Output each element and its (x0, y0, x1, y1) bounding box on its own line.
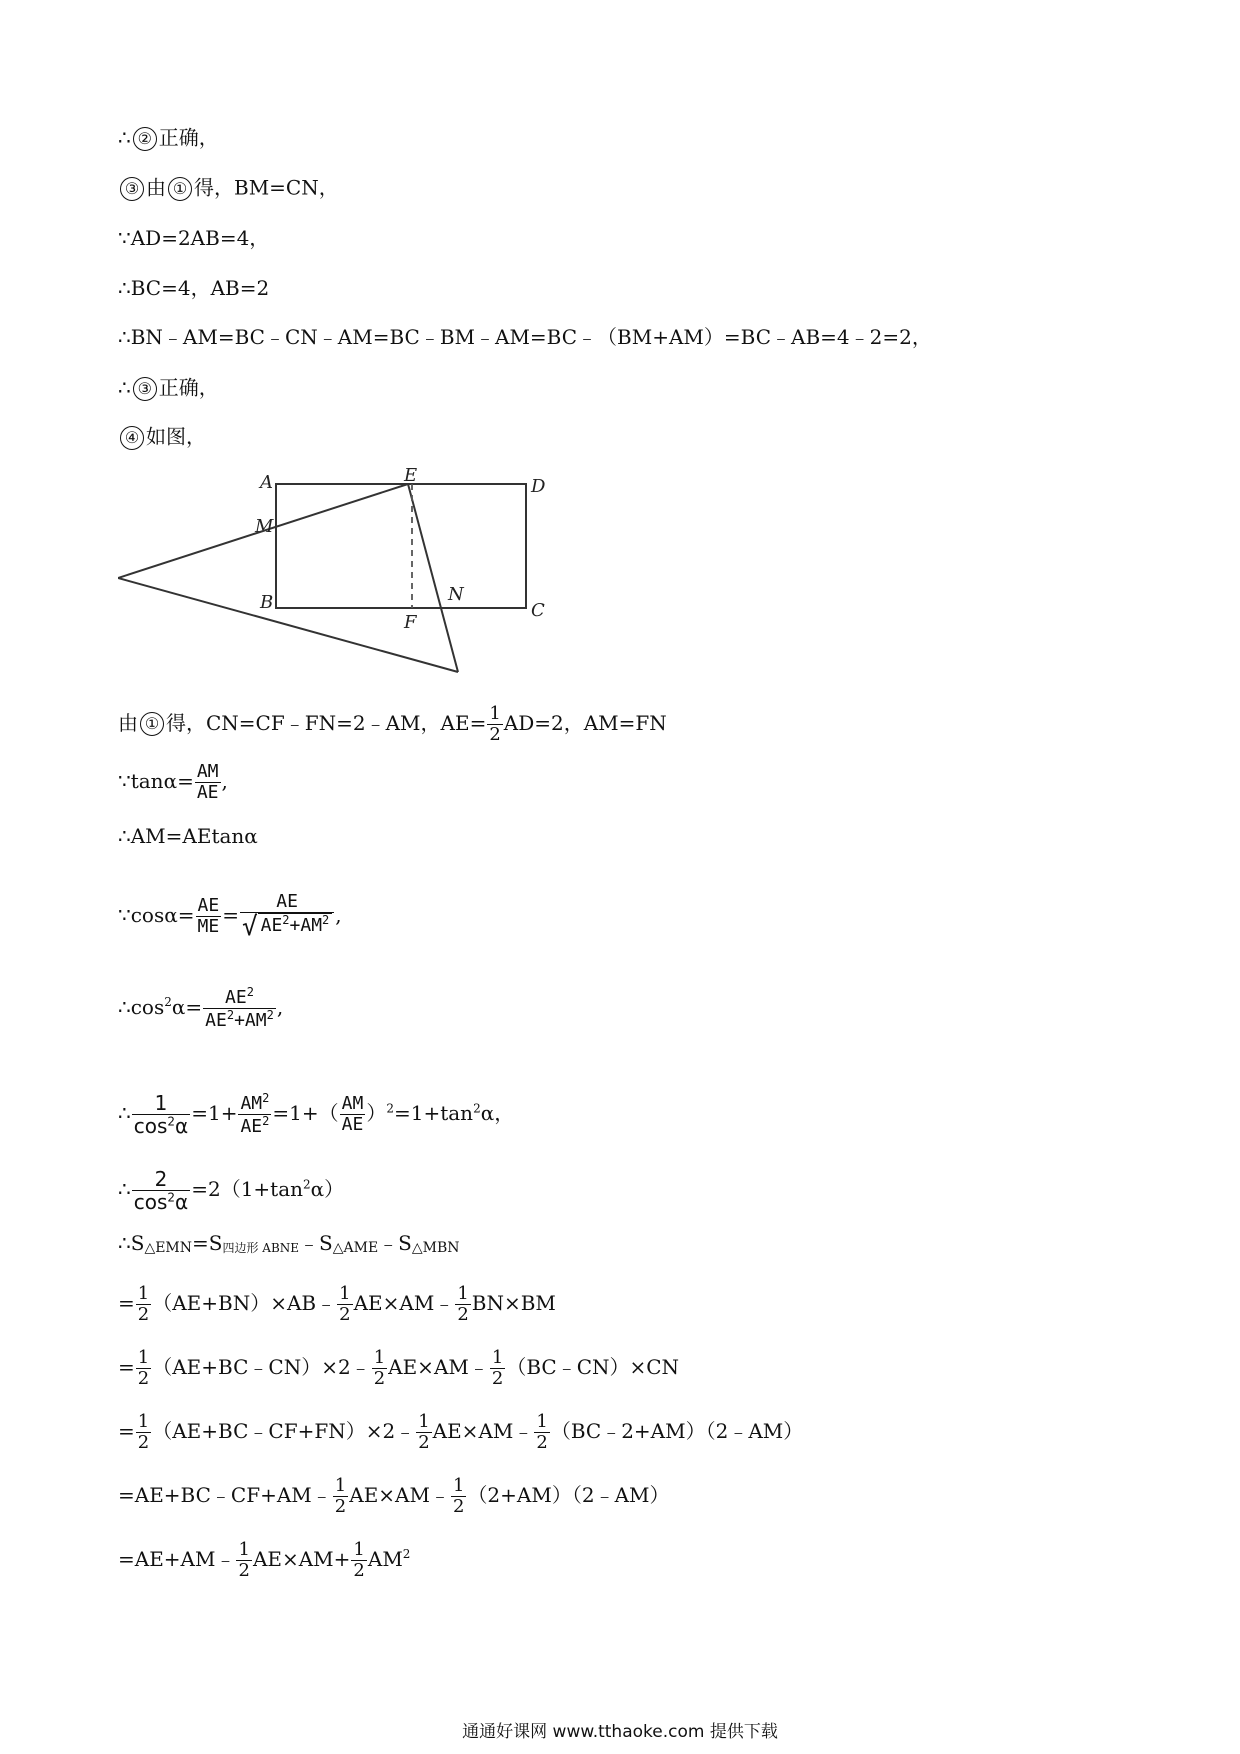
text: 由 (146, 175, 166, 200)
fraction: $\frac{AM}{AE}$ (341, 1093, 364, 1135)
text: , (276, 994, 284, 1019)
fraction-half: $\frac{1}{2}$ (339, 1283, 351, 1325)
rectangle-abcd (276, 484, 526, 608)
solution-line (118, 177, 339, 201)
label-d: D (531, 476, 546, 497)
text: ∴ (118, 1177, 131, 1201)
solution-line: ∴AM=AEtanα (118, 824, 258, 848)
text: =1+tan (393, 1101, 474, 1125)
label-f: F (404, 612, 417, 633)
fraction: $\frac{AE^2}{AE^2+AM^2}$ (205, 985, 274, 1031)
solution-line (118, 892, 342, 941)
text: 正确， (158, 375, 219, 400)
solution-line: $\therefore\cos^2\alpha=$ $\frac{AE^2}{AE^2+AM^2}$ , (118, 985, 284, 1031)
text: AD=2，AM=FN (503, 710, 667, 735)
text: , (221, 768, 228, 793)
text: ∵cosα= (118, 903, 195, 928)
label-a: A (260, 472, 273, 493)
fraction: $\frac{AE}{√ AE^2+AM^2}$ (240, 892, 334, 941)
solution-line: =AE+AM﹣ $\frac{1}{2}$ AE×AM+ $\frac{1}{2}$ $AM^2$ (118, 1539, 411, 1581)
fraction: $\frac{1}{2}$ (489, 703, 501, 745)
solution-line: $\therefore S_{\triangle EMN}=S_{四边形 ABNE}﹣S_{\triangle AME}﹣S_{\triangle MBN}$ (118, 1231, 460, 1256)
text: =2（1+tan (191, 1177, 304, 1201)
solution-line (118, 127, 219, 151)
fraction-half: $\frac{1}{2}$ (457, 1283, 469, 1325)
page-footer: 通通好课网 www.tthaoke.com 提供下载 (462, 1722, 778, 1742)
fraction-half: $\frac{1}{2}$ (137, 1347, 150, 1389)
fraction-half: $\frac{1}{2}$ (238, 1539, 250, 1581)
therefore-symbol: ∴ (118, 125, 131, 150)
circled-number: ② (133, 127, 157, 151)
text: α= (171, 994, 203, 1019)
fraction-half: $\frac{1}{2}$ (353, 1539, 365, 1581)
solution-line: = $\frac{1}{2}$ （AE+BN）×AB﹣ $\frac{1}{2}$ AE×AM﹣ $\frac{1}{2}$ BN×BM (118, 1283, 556, 1325)
label-b: B (260, 592, 274, 613)
fraction: $\frac{AE}{ME}$ (197, 895, 220, 938)
solution-line: ∴ $\frac{1}{\cos^2\alpha}$ =1+ $\frac{AM^2}{AE^2}$ =1+（ $\frac{AM}{AE}$ ）$^2=1+\tan^2\alpha$， (118, 1091, 515, 1138)
text: 得，CN=CF﹣FN=2﹣AM，AE= (166, 710, 487, 735)
solution-line: ∴ $\frac{2}{\cos^2\alpha}$ $=2(1+\tan^2\alpha)$ (118, 1167, 345, 1214)
text: =1+（ (272, 1101, 339, 1125)
solution-line: =AE+BC﹣CF+AM﹣ $\frac{1}{2}$ AE×AM﹣ $\frac{1}{2}$ （2+AM）（2﹣AM） (118, 1475, 670, 1517)
text: =1+ (191, 1101, 238, 1125)
solution-line (118, 704, 667, 745)
label-n: N (448, 584, 464, 605)
solution-line: = $\frac{1}{2}$ （AE+BC﹣CF+FN）×2﹣ $\frac{1}{2}$ AE×AM﹣ $\frac{1}{2}$ （BC﹣2+AM）（2﹣AM） (118, 1411, 804, 1453)
text: = (222, 903, 239, 928)
label-e: E (404, 465, 418, 486)
sqrt-sign: √ (241, 911, 258, 942)
geometry-figure (118, 462, 548, 677)
circled-number: ④ (120, 426, 144, 450)
circled-number: ① (140, 712, 164, 736)
fraction-half: $\frac{1}{2}$ (418, 1411, 430, 1453)
text: 由 (118, 710, 138, 735)
fraction: $\frac{AM^2}{AE^2}$ (240, 1091, 270, 1137)
solution-line: = $\frac{1}{2}$ （AE+BC﹣CN）×2﹣ $\frac{1}{2}$ AE×AM﹣ $\frac{1}{2}$ （BC﹣CN）×CN (118, 1347, 680, 1389)
label-c: C (531, 600, 545, 621)
fraction-half: $\frac{1}{2}$ (137, 1411, 150, 1453)
solution-line (118, 426, 206, 450)
text: , (335, 903, 342, 928)
fraction-half: $\frac{1}{2}$ (536, 1411, 548, 1453)
text: ∴ (118, 1101, 131, 1125)
text: 得，BM=CN， (194, 175, 339, 200)
fraction: $\frac{1}{\cos^2\alpha}$ (133, 1091, 189, 1138)
solution-line: ∴BN﹣AM=BC﹣CN﹣AM=BC﹣BM﹣AM=BC﹣（BM+AM）=BC﹣AB=4﹣2=2， (118, 325, 932, 349)
solution-line: ∵AD=2AB=4， (118, 226, 270, 250)
circled-number: ③ (133, 377, 157, 401)
therefore-symbol: ∴ (118, 375, 131, 400)
segment-eq (408, 484, 458, 672)
fraction-half: $\frac{1}{2}$ (137, 1283, 150, 1325)
text: ） (366, 1101, 387, 1125)
text: ∵tanα= (118, 768, 194, 793)
text: 如图， (146, 424, 206, 449)
label-m: M (255, 516, 274, 537)
text: 正确， (158, 125, 219, 150)
fraction: $\frac{2}{\cos^2\alpha}$ (133, 1167, 189, 1214)
fraction-half: $\frac{1}{2}$ (452, 1475, 465, 1517)
circled-number: ① (168, 177, 192, 201)
text: α， (480, 1101, 515, 1125)
solution-line (118, 762, 228, 803)
solution-line (118, 377, 219, 401)
solution-line: ∴BC=4，AB=2 (118, 276, 270, 300)
fraction-half: $\frac{1}{2}$ (491, 1347, 504, 1389)
fraction-half: $\frac{1}{2}$ (334, 1475, 347, 1517)
text: ∴cos (118, 994, 165, 1019)
text: α） (310, 1177, 345, 1201)
fraction-half: $\frac{1}{2}$ (373, 1347, 386, 1389)
fraction: $\frac{AM}{AE}$ (196, 761, 219, 803)
circled-number: ③ (120, 177, 144, 201)
